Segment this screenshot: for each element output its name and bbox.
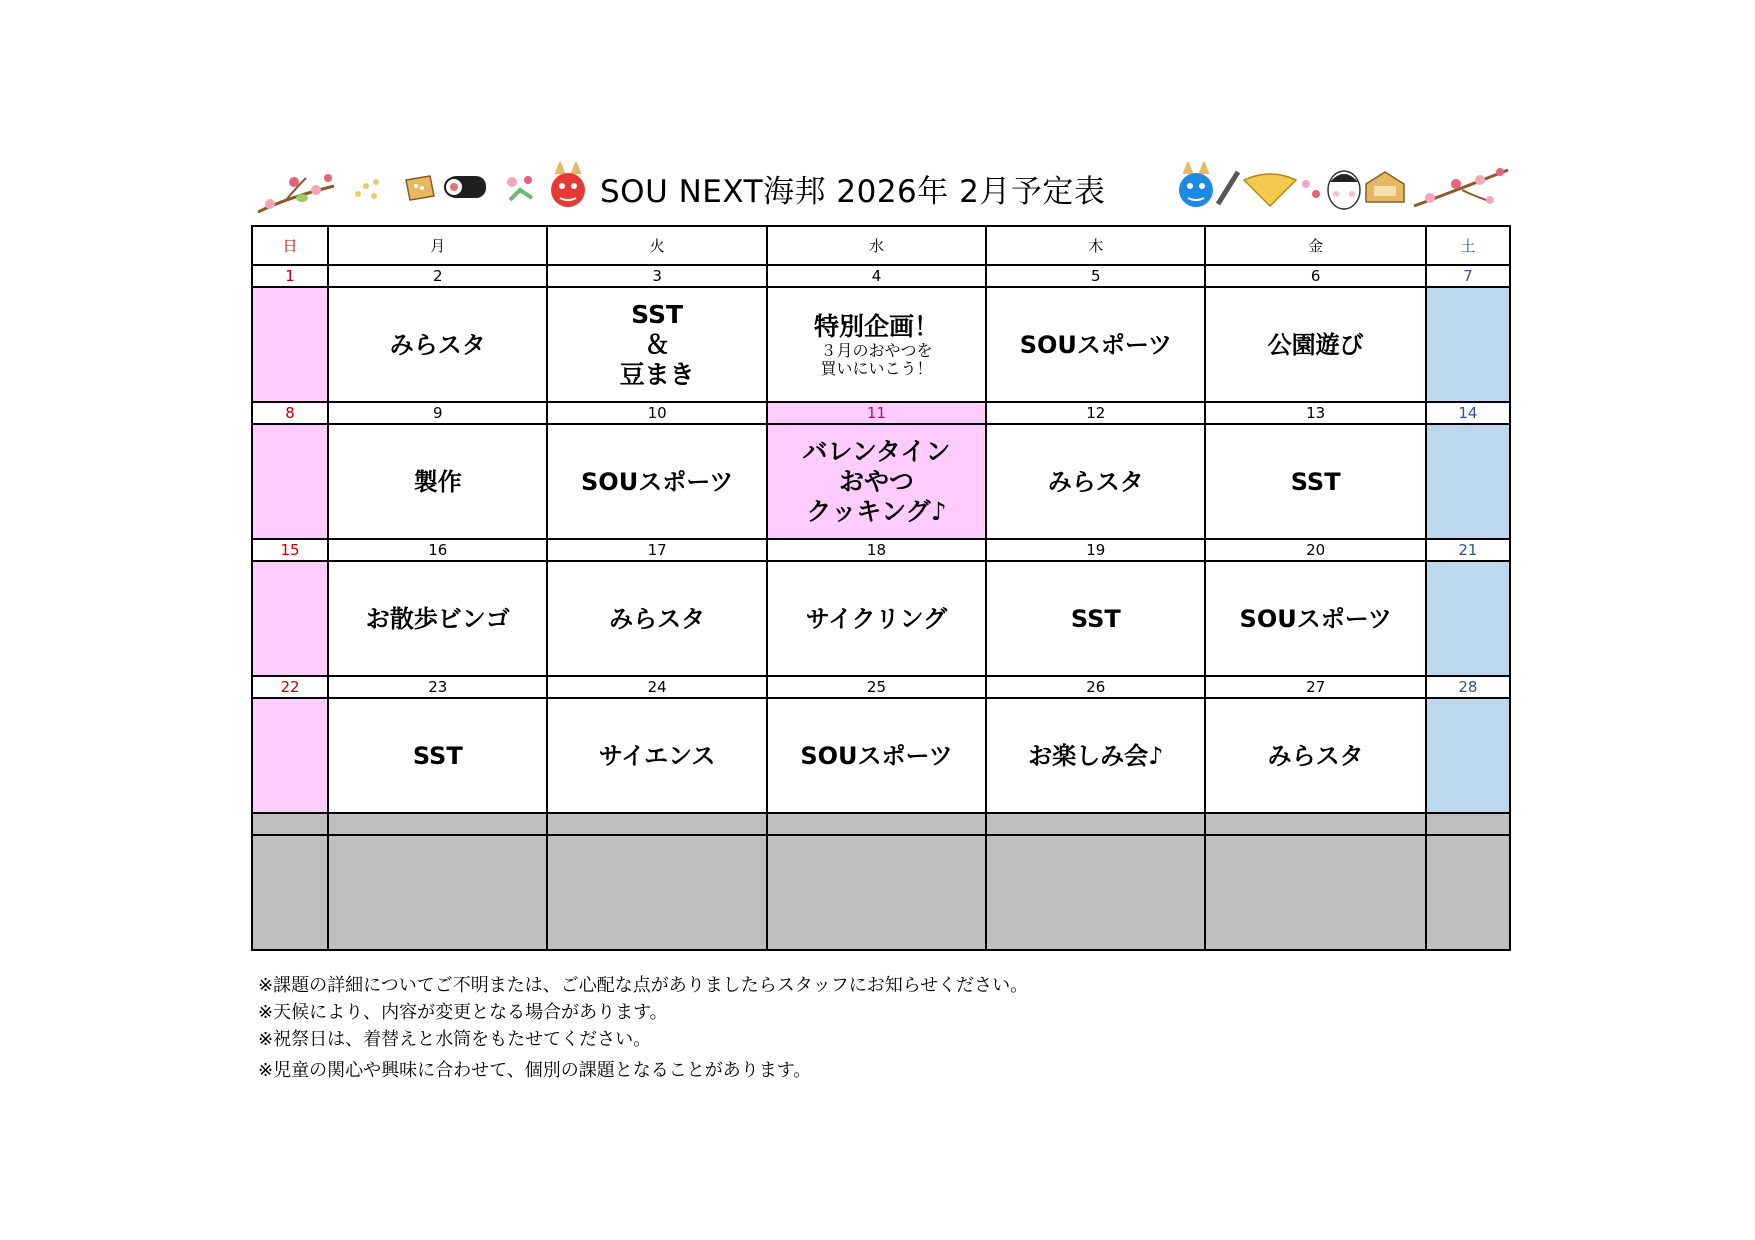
date-row [252, 402, 1510, 424]
weekday-monday: 月 [328, 226, 547, 265]
date-row [252, 265, 1510, 287]
weekday-tuesday: 火 [547, 226, 766, 265]
date-cell: 26 [986, 676, 1205, 698]
activity-cell [547, 287, 766, 402]
ema-plaque-icon [1364, 170, 1406, 206]
date-cell: 25 [767, 676, 986, 698]
date-cell: 18 [767, 539, 986, 561]
date-cell: 1 [252, 265, 328, 287]
sunday-activity-cell [252, 424, 328, 539]
date-cell: 10 [547, 402, 766, 424]
plum-branch-icon [1298, 174, 1326, 204]
date-cell: 12 [986, 402, 1205, 424]
activity-cell: お散歩ビンゴ [328, 561, 547, 676]
activity-cell: SST [1205, 424, 1425, 539]
plum-branch-icon [256, 168, 336, 218]
empty-cell [1205, 835, 1425, 950]
activity-text: SST ＆ 豆まき [619, 299, 695, 389]
activity-text: バレンタイン おやつ クッキング♪ [802, 436, 951, 526]
empty-date-row [252, 813, 1510, 835]
activity-cell: SOUスポーツ [767, 698, 986, 813]
date-cell: 17 [547, 539, 766, 561]
activity-cell: お楽しみ会♪ [986, 698, 1205, 813]
page-title: SOU NEXT海邦 2026年 2月予定表 [600, 174, 1106, 210]
valentine-activity-cell [767, 424, 986, 539]
date-cell: 2 [328, 265, 547, 287]
plum-branch-icon [1412, 162, 1512, 214]
activity-cell: みらスタ [328, 287, 547, 402]
empty-cell [547, 835, 766, 950]
activity-row [252, 698, 1510, 813]
date-cell: 19 [986, 539, 1205, 561]
activity-cell: SST [328, 698, 547, 813]
club-icon [1214, 168, 1244, 208]
note-line: ※課題の詳細についてご不明または、ご心配な点がありましたらスタッフにお知らせください。 [258, 975, 1029, 996]
empty-cell [547, 813, 766, 835]
activity-cell: SST [986, 561, 1205, 676]
activity-row [252, 561, 1510, 676]
empty-cell [1426, 813, 1510, 835]
weekday-header-row [252, 226, 1510, 265]
saturday-activity-cell [1426, 287, 1510, 402]
date-cell: 20 [1205, 539, 1425, 561]
activity-cell: サイクリング [767, 561, 986, 676]
empty-cell [252, 813, 328, 835]
date-cell: 13 [1205, 402, 1425, 424]
activity-cell: 製作 [328, 424, 547, 539]
date-cell: 5 [986, 265, 1205, 287]
empty-activity-row [252, 835, 1510, 950]
date-cell: 21 [1426, 539, 1510, 561]
empty-cell [1205, 813, 1425, 835]
date-cell: 24 [547, 676, 766, 698]
blue-oni-icon [1174, 162, 1218, 212]
activity-cell: SOUスポーツ [547, 424, 766, 539]
plum-branch-icon [502, 172, 542, 206]
ehomaki-icon [442, 168, 492, 204]
folding-fan-icon [1242, 172, 1298, 208]
masu-box-icon [402, 170, 436, 204]
sunday-activity-cell [252, 698, 328, 813]
saturday-activity-cell [1426, 561, 1510, 676]
weekday-wednesday: 水 [767, 226, 986, 265]
empty-cell [252, 835, 328, 950]
note-line: ※祝祭日は、着替えと水筒をもたせてください。 [258, 1029, 652, 1050]
empty-cell [328, 835, 547, 950]
special-event-title: 特別企画！ [813, 311, 939, 341]
beans-icon [352, 174, 382, 204]
activity-cell: みらスタ [1205, 698, 1425, 813]
weekday-thursday: 木 [986, 226, 1205, 265]
date-cell: 6 [1205, 265, 1425, 287]
date-row [252, 676, 1510, 698]
date-cell: 8 [252, 402, 328, 424]
note-line: ※児童の関心や興味に合わせて、個別の課題となることがあります。 [258, 1060, 812, 1081]
activity-cell: SOUスポーツ [1205, 561, 1425, 676]
date-cell-highlighted: 11 [767, 402, 986, 424]
special-event-cell [767, 287, 986, 402]
calendar-table [251, 225, 1511, 951]
activity-cell: 公園遊び [1205, 287, 1425, 402]
activity-cell: みらスタ [986, 424, 1205, 539]
activity-cell: サイエンス [547, 698, 766, 813]
activity-cell: みらスタ [547, 561, 766, 676]
empty-cell [767, 835, 986, 950]
empty-cell [328, 813, 547, 835]
empty-cell [767, 813, 986, 835]
date-cell: 28 [1426, 676, 1510, 698]
date-cell: 4 [767, 265, 986, 287]
date-row [252, 539, 1510, 561]
date-cell: 23 [328, 676, 547, 698]
note-line: ※天候により、内容が変更となる場合があります。 [258, 1002, 668, 1023]
empty-cell [986, 835, 1205, 950]
date-cell: 16 [328, 539, 547, 561]
notes-section [258, 972, 1028, 1084]
sunday-activity-cell [252, 287, 328, 402]
date-cell: 14 [1426, 402, 1510, 424]
weekday-sunday: 日 [252, 226, 328, 265]
okame-mask-icon [1324, 164, 1364, 212]
saturday-activity-cell [1426, 424, 1510, 539]
weekday-saturday: 土 [1426, 226, 1510, 265]
date-cell: 15 [252, 539, 328, 561]
date-cell: 27 [1205, 676, 1425, 698]
sunday-activity-cell [252, 561, 328, 676]
empty-cell [1426, 835, 1510, 950]
activity-cell: SOUスポーツ [986, 287, 1205, 402]
date-cell: 7 [1426, 265, 1510, 287]
weekday-friday: 金 [1205, 226, 1425, 265]
date-cell: 3 [547, 265, 766, 287]
date-cell: 22 [252, 676, 328, 698]
activity-row [252, 287, 1510, 402]
special-event-subtitle: ３月のおやつを 買いにいこう！ [820, 340, 933, 378]
activity-row [252, 424, 1510, 539]
date-cell: 9 [328, 402, 547, 424]
saturday-activity-cell [1426, 698, 1510, 813]
red-oni-icon [546, 162, 590, 212]
empty-cell [986, 813, 1205, 835]
